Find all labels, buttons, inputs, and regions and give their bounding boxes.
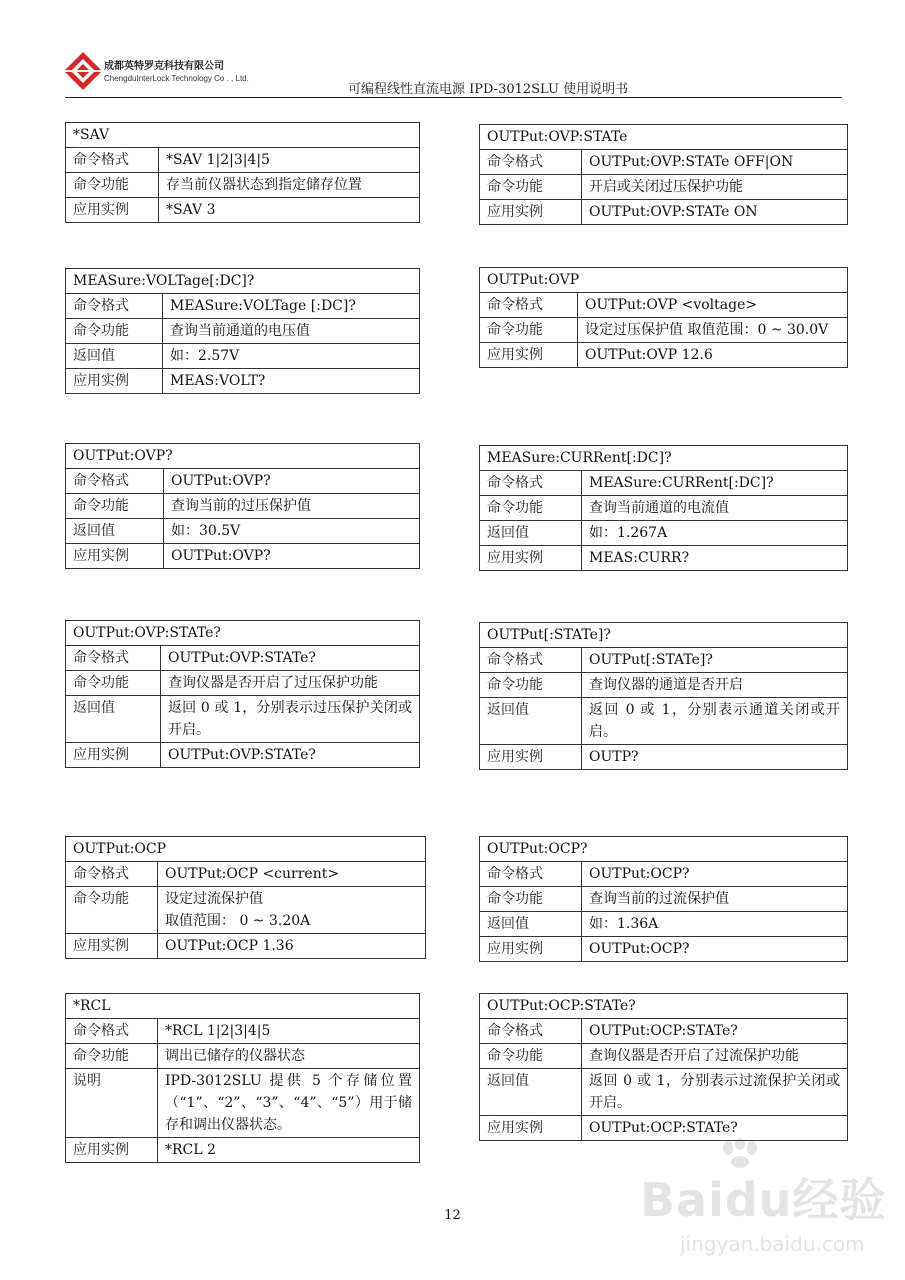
function-label: 命令功能 [480,887,582,912]
format-label: 命令格式 [480,862,582,887]
function-value: 存当前仪器状态到指定储存位置 [159,173,420,198]
example-label: 应用实例 [480,745,582,770]
note-label: 说明 [66,1069,158,1138]
return-value: 返回 0 或 1，分别表示过压保护关闭或开启。 [161,696,420,743]
company-name-en: ChengduInterLock Technology Co . , Ltd. [104,74,249,83]
example-value: MEAS:CURR? [582,546,848,571]
example-value: MEAS:VOLT? [163,369,420,394]
command-table-outp-ovp [479,267,848,368]
command-title: MEASure:VOLTage[:DC]? [66,269,420,294]
command-title: OUTPut[:STATe]? [480,623,848,648]
example-label: 应用实例 [480,937,582,962]
function-label: 命令功能 [66,494,164,519]
function-value: 查询当前通道的电流值 [582,496,848,521]
format-label: 命令格式 [480,1019,582,1044]
function-label: 命令功能 [480,496,582,521]
watermark-brand: Baidu经验 [640,1173,887,1227]
function-value: 查询仪器的通道是否开启 [582,673,848,698]
command-title: MEASure:CURRent[:DC]? [480,446,848,471]
format-label: 命令格式 [66,646,161,671]
example-label: 应用实例 [66,198,159,223]
format-label: 命令格式 [480,471,582,496]
example-value: OUTPut:OVP 12.6 [578,343,848,368]
command-table-outp-ovp-query [65,443,420,569]
format-label: 命令格式 [66,294,163,319]
command-title: OUTPut:OCP? [480,837,848,862]
format-value: OUTPut:OVP <voltage> [578,293,848,318]
example-value: OUTPut:OCP? [582,937,848,962]
return-value: 返回 0 或 1，分别表示过流保护关闭或开启。 [582,1069,848,1116]
function-value: 设定过压保护值 取值范围：0 ~ 30.0V [578,318,848,343]
command-title: OUTPut:OVP:STATe? [66,621,420,646]
return-label: 返回值 [66,696,161,743]
format-value: *RCL 1|2|3|4|5 [158,1019,420,1044]
watermark-url: jingyan.baidu.com [680,1232,865,1256]
command-table-outp-ovp-state-query [65,620,420,768]
function-value: 查询仪器是否开启了过流保护功能 [582,1044,848,1069]
command-title: OUTPut:OVP? [66,444,420,469]
example-value: OUTPut:OVP:STATe ON [582,200,848,225]
function-label: 命令功能 [66,887,158,934]
page-number: 12 [444,1208,461,1223]
example-value: OUTPut:OVP? [164,544,420,569]
format-value: MEASure:VOLTage [:DC]? [163,294,420,319]
format-label: 命令格式 [480,150,582,175]
command-table-outp-ovp-state [479,124,848,225]
command-table-meas-curr [479,445,848,571]
format-value: OUTPut:OVP:STATe OFF|ON [582,150,848,175]
note-value: IPD-3012SLU 提供 5 个存储位置（“1”、“2”、“3”、“4”、“5”）用于储存和调出仪器状态。 [158,1069,420,1138]
format-label: 命令格式 [66,1019,158,1044]
example-label: 应用实例 [66,934,158,959]
return-label: 返回值 [480,912,582,937]
format-value: OUTPut[:STATe]? [582,648,848,673]
company-name-cn: 成都英特罗克科技有限公司 [104,61,224,72]
example-value: OUTP? [582,745,848,770]
command-table-outp-ocp [65,836,426,959]
function-range-line: 取值范围： 0 ~ 3.20A [165,913,311,929]
command-title: OUTPut:OCP [66,837,426,862]
function-value: 查询仪器是否开启了过压保护功能 [161,671,420,696]
format-value: OUTPut:OCP:STATe? [582,1019,848,1044]
function-value: 查询当前的过压保护值 [164,494,420,519]
command-table-outp-state-query [479,622,848,770]
command-title: OUTPut:OCP:STATe? [480,994,848,1019]
example-label: 应用实例 [66,544,164,569]
function-value: 查询当前的过流保护值 [582,887,848,912]
return-value: 如：30.5V [164,519,420,544]
example-value: OUTPut:OCP 1.36 [158,934,426,959]
paw-icon [718,1138,762,1168]
example-value: *SAV 3 [159,198,420,223]
format-label: 命令格式 [66,862,158,887]
format-value: OUTPut:OVP:STATe? [161,646,420,671]
example-label: 应用实例 [480,343,578,368]
baidu-watermark [640,1138,887,1270]
example-value: OUTPut:OCP:STATe? [582,1116,848,1141]
format-value: OUTPut:OCP <current> [158,862,426,887]
return-value: 如：1.267A [582,521,848,546]
format-value: MEASure:CURRent[:DC]? [582,471,848,496]
example-label: 应用实例 [480,200,582,225]
command-table-outp-ocp-state-query [479,993,848,1141]
function-label: 命令功能 [480,1044,582,1069]
function-label: 命令功能 [480,318,578,343]
function-value: 调出已储存的仪器状态 [158,1044,420,1069]
function-label: 命令功能 [66,319,163,344]
command-title: *RCL [66,994,420,1019]
command-table-meas-volt [65,268,420,394]
command-title: *SAV [66,123,420,148]
command-title: OUTPut:OVP:STATe [480,125,848,150]
example-value: OUTPut:OVP:STATe? [161,743,420,768]
format-value: OUTPut:OVP? [164,469,420,494]
return-label: 返回值 [66,344,163,369]
command-table-sav [65,122,420,223]
return-label: 返回值 [480,1069,582,1116]
function-label: 命令功能 [480,673,582,698]
function-label: 命令功能 [66,173,159,198]
example-label: 应用实例 [66,369,163,394]
company-logo [62,50,104,92]
document-title: 可编程线性直流电源 IPD-3012SLU 使用说明书 [348,82,629,97]
format-value: *SAV 1|2|3|4|5 [159,148,420,173]
return-label: 返回值 [480,521,582,546]
function-value: 开启或关闭过压保护功能 [582,175,848,200]
example-label: 应用实例 [66,743,161,768]
header-divider [65,97,842,98]
format-value: OUTPut:OCP? [582,862,848,887]
example-value: *RCL 2 [158,1138,420,1163]
function-label: 命令功能 [66,671,161,696]
return-label: 返回值 [480,698,582,745]
function-line: 设定过流保护值 [165,891,263,907]
function-value: 查询当前通道的电压值 [163,319,420,344]
command-title: OUTPut:OVP [480,268,848,293]
format-label: 命令格式 [480,293,578,318]
return-value: 如：1.36A [582,912,848,937]
format-label: 命令格式 [480,648,582,673]
function-value [158,887,426,934]
function-label: 命令功能 [66,1044,158,1069]
format-label: 命令格式 [66,148,159,173]
example-label: 应用实例 [66,1138,158,1163]
return-label: 返回值 [66,519,164,544]
command-table-rcl [65,993,420,1163]
function-label: 命令功能 [480,175,582,200]
return-value: 返回 0 或 1，分别表示通道关闭或开启。 [582,698,848,745]
format-label: 命令格式 [66,469,164,494]
return-value: 如：2.57V [163,344,420,369]
command-table-outp-ocp-query [479,836,848,962]
example-label: 应用实例 [480,1116,582,1141]
example-label: 应用实例 [480,546,582,571]
